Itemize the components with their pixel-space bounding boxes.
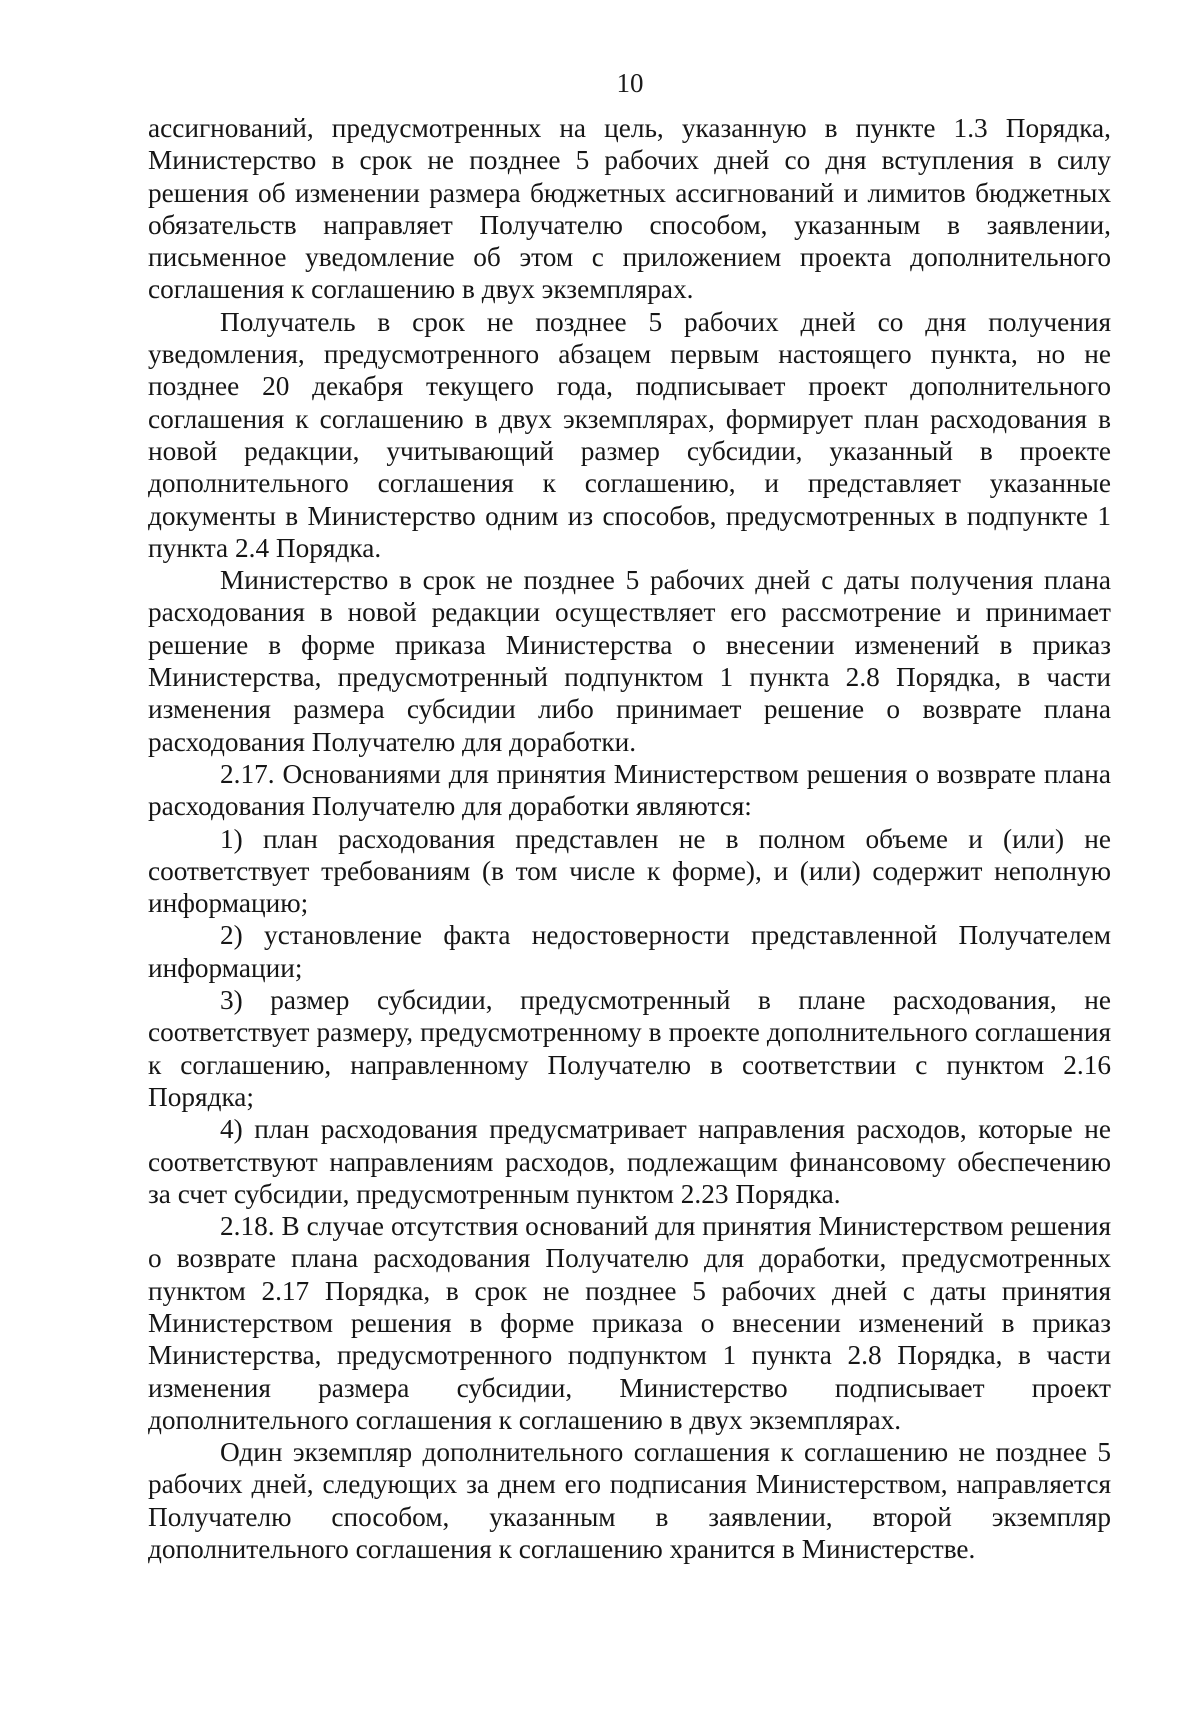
- document-body: [148, 112, 1111, 1565]
- paragraph-2-18: 2.18. В случае отсутствия оснований для принятия Министерством решения о возврате плана расходования Получателю для доработки, предусмотренных пунктом 2.17 Порядка, в срок не позднее 5 рабочих дней с даты принятия Министерством решения в форме приказа о внесении изменений в приказ Министерства, предусмотренного подпунктом 1 пункта 2.8 Порядка, в части изменения размера субсидии, Министерство подписывает проект дополнительного соглашения к соглашению в двух экземплярах.: [148, 1211, 1111, 1435]
- list-item-1: 1) план расходования представлен не в полном объеме и (или) не соответствует требованиям (в том числе к форме), и (или) содержит неполную информацию;: [148, 823, 1111, 919]
- list-item-3: 3) размер субсидии, предусмотренный в плане расходования, не соответствует размеру, предусмотренному в проекте дополнительного соглашения к соглашению, направленному Получателю в соответствии с пунктом 2.16 Порядка;: [148, 985, 1111, 1112]
- paragraph-continuation: ассигнований, предусмотренных на цель, указанную в пункте 1.3 Порядка, Министерство в срок не позднее 5 рабочих дней со дня вступления в силу решения об изменении размера бюджетных ассигнований и лимитов бюджетных обязательств направляет Получателю способом, указанным в заявлении, письменное уведомление об этом с приложением проекта дополнительного соглашения к соглашению в двух экземплярах.: [148, 113, 1111, 305]
- paragraph-copy-distribution: Один экземпляр дополнительного соглашения к соглашению не позднее 5 рабочих дней, следующих за днем его подписания Министерством, направляется Получателю способом, указанным в заявлении, второй экземпляр дополнительного соглашения к соглашению хранится в Министерстве.: [148, 1437, 1111, 1565]
- paragraph-ministry-review: Министерство в срок не позднее 5 рабочих дней с даты получения плана расходования в новой редакции осуществляет его рассмотрение и принимает решение в форме приказа Министерства о внесении изменений в приказ Министерства, предусмотренный подпунктом 1 пункта 2.8 Порядка, в части изменения размера субсидии либо принимает решение о возврате плана расходования Получателю для доработки.: [148, 565, 1111, 757]
- page-number: 10: [616, 68, 644, 98]
- list-item-2: 2) установление факта недостоверности представленной Получателем информации;: [148, 920, 1111, 983]
- list-item-4: 4) план расходования предусматривает направления расходов, которые не соответствуют направлениям расходов, подлежащим финансовому обеспечению за счет субсидии, предусмотренным пунктом 2.23 Порядка.: [148, 1114, 1111, 1209]
- paragraph-2-17: 2.17. Основаниями для принятия Министерством решения о возврате плана расходования Получателю для доработки являются:: [148, 758, 1111, 822]
- paragraph-recipient-signs: Получатель в срок не позднее 5 рабочих дней со дня получения уведомления, предусмотренного абзацем первым настоящего пункта, но не позднее 20 декабря текущего года, подписывает проект дополнительного соглашения к соглашению в двух экземплярах, формирует план расходования в новой редакции, учитывающий размер субсидии, указанный в проекте дополнительного соглашения к соглашению, и представляет указанные документы в Министерство одним из способов, предусмотренных в подпункте 1 пункта 2.4 Порядка.: [148, 306, 1111, 563]
